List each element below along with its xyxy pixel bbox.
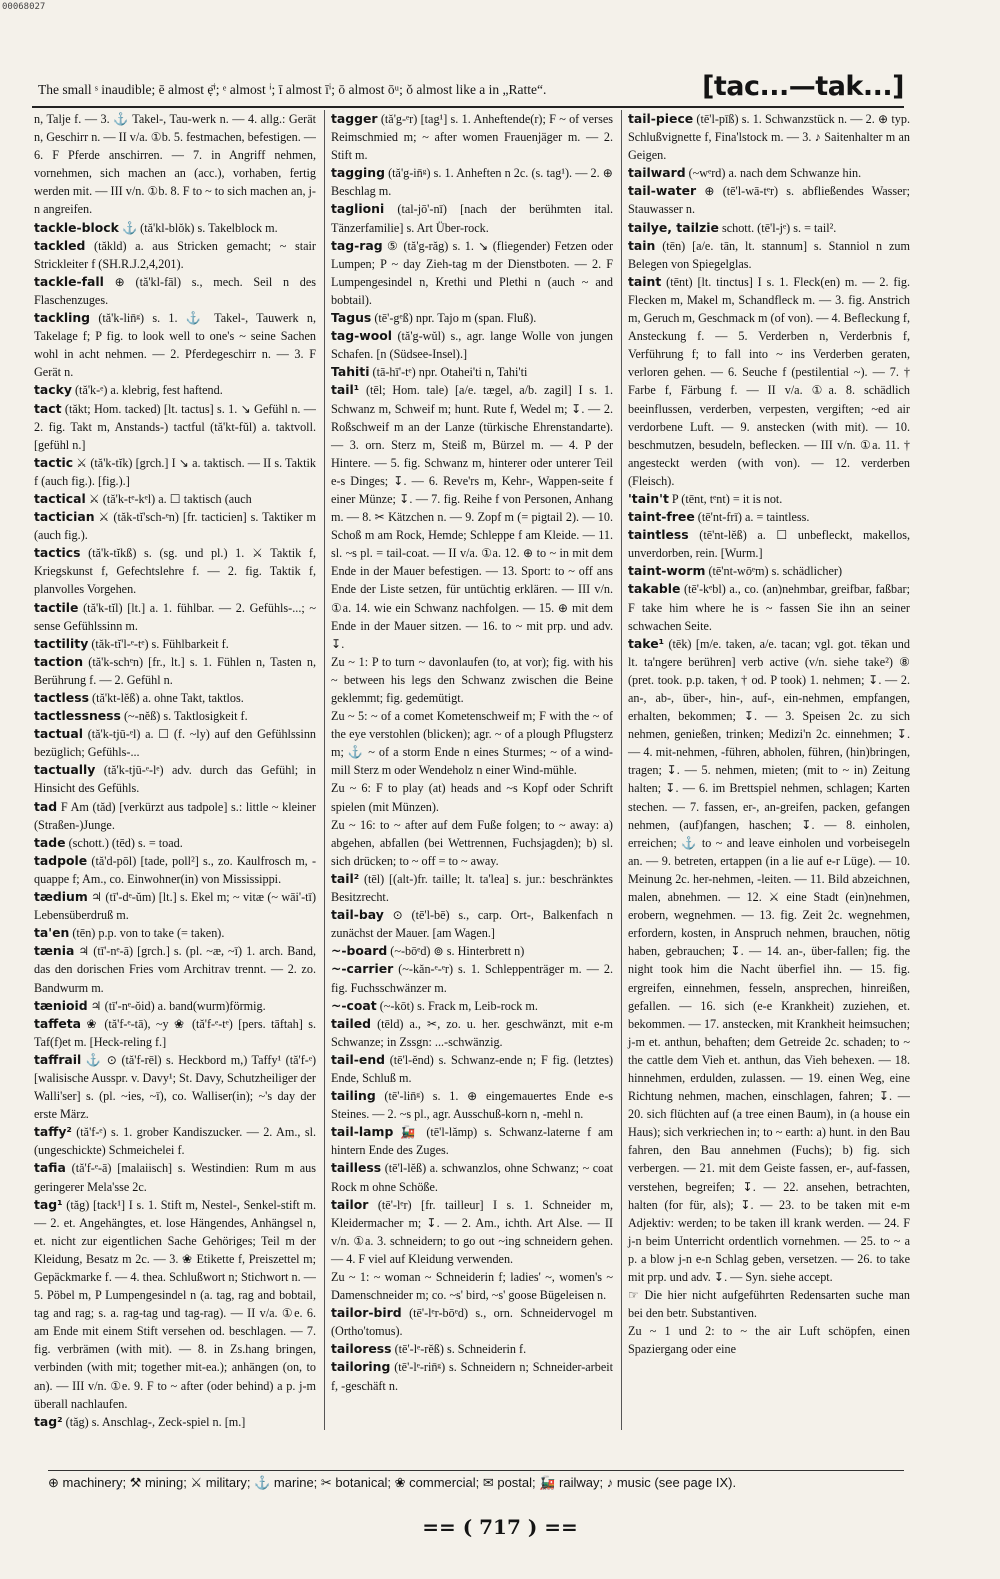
headword: tag¹ <box>34 1196 63 1212</box>
headword: tackling <box>34 310 91 326</box>
entry-definition: schott. (tē'l-jᵉ) s. = tail². <box>721 220 837 235</box>
headword: ta'en <box>34 925 70 941</box>
dictionary-entry <box>628 508 910 526</box>
entry-definition: (tăg) s. Anschlag-, Zeck-spiel n. [m.] <box>65 1414 246 1429</box>
dictionary-entry <box>34 110 316 219</box>
entry-definition: (tă'd-pōl) [tade, poll²] s., zo. Kaulfrosch m, -quappe f; Am., co. Einwohner(in) von Mississippi. <box>34 853 316 886</box>
dictionary-entry <box>628 219 910 237</box>
dictionary-entry <box>331 870 613 906</box>
headword: tactility <box>34 635 89 651</box>
entry-definition: (tăg) [tack¹] I s. 1. Stift m, Nestel-, Senkel-stift m. — 2. et. Angehängtes, et. lose Hängendes, Anhängsel n, et. nicht zur eigentlichen Sache Gehöriges; Teil m der Kleidung, Besatz m 2c. — 3. ❀ Etikette f, Preiszettel m; Gepäckmarke f. — 4. thea. Schlußwort n; Stichwort n. — 5. Pöbel m, P Lumpengesindel n (a. tag, rag and bobtail, tag and rag; s. a. rag-tag und tag-rag). — II v/a. ①e. 6. am Ende mit einem Stift versehen od. beschlagen. — 7. fig. verbrämen (with mit). — 8. in Zs.hang bringen, verbinden (with mit; together mit-ea.); anhängen (on, to an). — III v/n. ①e. 9. F to ~ after (oder behind) a p. j-m überall nachlaufen. <box>34 1197 316 1411</box>
dictionary-entry <box>34 761 316 797</box>
entry-definition: Zu ~ 6: F to play (at) heads and ~s Kopf oder Schrift spielen (mit Münzen). <box>331 781 613 814</box>
headword: tactless <box>34 690 89 705</box>
headword: taction <box>34 653 84 669</box>
entry-definition: (tă'k-ᵉ) a. klebrig, fest haftend. <box>75 383 223 398</box>
dictionary-entry <box>34 1051 316 1123</box>
dictionary-entry <box>34 707 316 725</box>
dictionary-entry <box>628 182 910 218</box>
headword: tadpole <box>34 852 88 868</box>
headword: tag² <box>34 1413 63 1429</box>
headword: tain <box>628 237 656 253</box>
headword: tade <box>34 834 66 850</box>
entry-definition: (~-kăn-ᵉ-ᵉr) s. 1. Schleppenträger m. — 2. fig. Fuchsschwänzer m. <box>331 962 613 995</box>
dictionary-entry <box>628 580 910 634</box>
entry-definition: ⚓ ⊙ (tă'f-rēl) s. Heckbord m,) Taffy¹ (tă'f-ᵉ) [walisische Ausspr. v. Davy¹; St. Davy, Schutzheiliger der Walli'ser] s. (pl. ~ies, ~ī), co. Walliser(in); ~'s day der erste März. <box>34 1052 316 1122</box>
headword: tailward <box>628 165 686 181</box>
entry-definition: (tēld) a., ✂, zo. u. her. geschwänzt, mit e-m Schwanze; in Zssgn: ...-schwänzig. <box>331 1016 613 1049</box>
entry-definition: 🚂 (tē'l-lămp) s. Schwanz-laterne f am hintern Ende des Zuges. <box>331 1125 613 1158</box>
entry-definition: (tă'k-schᵉn) [fr., lt.] s. 1. Fühlen n, Tasten n, Berührung f. — 2. Gefühl n. <box>34 654 316 687</box>
headword: taint-worm <box>628 563 706 579</box>
entry-definition: (tē'l-ĕnd) s. Schwanz-ende n; F fig. (letztes) Ende, Schluß m. <box>331 1052 613 1085</box>
entry-definition: ⚓ (tă'kl-blŏk) s. Takelblock m. <box>121 220 278 235</box>
entry-definition: (~-kōt) s. Frack m, Leib-rock m. <box>379 998 538 1013</box>
entry-definition: ⊙ (tē'l-bē) s., carp. Ort-, Balkenfach n zunächst der Mauer. [am Wagen.] <box>331 908 613 941</box>
dictionary-entry <box>331 653 613 707</box>
headword: tailed <box>331 1015 372 1031</box>
dictionary-entry <box>34 798 316 834</box>
entry-definition: (tă'kt-lĕß) a. ohne Takt, taktlos. <box>92 691 244 705</box>
dictionary-entry <box>34 508 316 544</box>
entry-definition: (tē'nt-wōᵉm) s. schädlicher) <box>708 564 843 579</box>
column-3 <box>621 110 910 1430</box>
headword: tactics <box>34 545 81 561</box>
entry-definition: (tă'f-ᵉ-ā) [malaiisch] s. Westindien: Rum m aus geringerer Mela'sse 2c. <box>34 1161 316 1194</box>
dictionary-entry <box>34 544 316 598</box>
dictionary-entry <box>34 924 316 942</box>
entry-definition: (tă'k-lin̄ᵍ) s. 1. ⚓ Takel-, Tauwerk n, Takelage f; P fig. to look well to one's ~ seine Sachen wohl in acht nehmen. — 2. Pferdegeschirr n. — 3. F Gerät n. <box>34 311 316 380</box>
entry-definition: F Am (tăd) [verkürzt aus tadpole] s.: little ~ kleiner (Straßen-)Junge. <box>34 799 316 832</box>
headword: takable <box>628 581 681 597</box>
headword: ~-board <box>331 943 388 959</box>
entry-definition: (tā-hī'-tᵉ) npr. Otahei'ti n, Tahi'ti <box>372 365 528 380</box>
headword: tailor <box>331 1196 369 1212</box>
dictionary-entry <box>331 960 613 996</box>
headword: ~-carrier <box>331 961 394 977</box>
dictionary-entry <box>34 1413 316 1430</box>
headword: taglioni <box>331 201 385 217</box>
dictionary-entry <box>628 526 910 562</box>
headword: tacky <box>34 382 72 398</box>
dictionary-entry <box>34 653 316 689</box>
headword: tactic <box>34 454 74 470</box>
headword: taffy² <box>34 1124 72 1140</box>
headword: tailye, tailzie <box>628 219 719 235</box>
entry-definition: (tē'-lᵉr-bōᵉd) s., orn. Schneidervogel m (Ortho'tomus). <box>331 1306 613 1339</box>
pronunciation-key: The small ˢ inaudible; ē almost ẹ̄ⁱ; ᵉ almost ⁱ; ī almost īⁱ; ō almost ōᵘ; ŏ almost like a in „Ratte“. <box>38 82 547 97</box>
dictionary-entry <box>628 1286 910 1322</box>
headword: tail-bay <box>331 907 384 923</box>
dictionary-entry <box>34 635 316 653</box>
dictionary-entry <box>331 1358 613 1394</box>
dictionary-entry <box>331 1304 613 1340</box>
dictionary-entry <box>331 1051 613 1087</box>
entry-definition: ♃ (tī'-nᵉ-ŏid) a. band(wurm)förmig. <box>90 998 266 1013</box>
dictionary-entry <box>628 164 910 182</box>
headword: tail-piece <box>628 111 694 126</box>
entry-definition: ⊕ (tē'l-wā-tᵉr) s. abfließendes Wasser; Stauwasser n. <box>628 184 910 217</box>
entry-definition: (tēn) [a/e. tān, lt. stannum] s. Stanniol n zum Belegen von Spiegelglas. <box>628 238 910 271</box>
dictionary-entry <box>331 779 613 815</box>
entry-definition: ⊕ (tă'kl-fāl) s., mech. Seil n des Flaschenzuges. <box>34 274 316 307</box>
page-header <box>32 58 904 102</box>
headword: 'tain't <box>628 490 669 506</box>
entry-definition: (tăkt; Hom. tacked) [lt. tactus] s. 1. ↘ Gefühl n. — 2. fig. Takt m, Anstands-) tactful (tă'kt-fŭl) a. taktvoll. [gefühl n.] <box>34 401 316 452</box>
dictionary-entry <box>34 888 316 924</box>
entry-definition: (tē'-lᵉ-rĕß) s. Schneiderin f. <box>394 1342 527 1357</box>
dictionary-entry <box>628 562 910 580</box>
dictionary-entry <box>34 1123 316 1159</box>
dictionary-entry <box>34 381 316 399</box>
headword: tactical <box>34 490 86 506</box>
headword: tad <box>34 798 58 814</box>
dictionary-entry <box>331 309 613 327</box>
entry-definition: (tē'-lᵉ-rin̄ᵍ) s. Schneidern n; Schneider-arbeit f, -geschäft n. <box>331 1360 613 1393</box>
dictionary-entry <box>34 1015 316 1051</box>
entry-definition: ♃ (tī'-nᵉ-ā) [grch.] s. (pl. ~æ, ~ī) 1. arch. Band, das den dorischen Fries vom Architrav trennt. — 2. zo. Bandwurm m. <box>34 944 316 995</box>
headword: Tahiti <box>331 364 370 380</box>
headword: tædium <box>34 889 88 905</box>
headword: tackled <box>34 237 86 253</box>
entry-definition: (tăk-tĭ'l-ᵉ-tᵉ) s. Fühlbarkeit f. <box>91 636 229 651</box>
headword: taffrail <box>34 1051 82 1067</box>
entry-definition: (tē'-kᵉbl) a., co. (an)nehmbar, greifbar, faßbar; F take him where he is ~ fassen Sie ihn an seiner schwachen Seite. <box>628 582 910 633</box>
dictionary-entry <box>34 273 316 309</box>
entry-definition: (tē'-lᵉr) [fr. tailleur] I s. 1. Schneider m, Kleidermacher m; ↧. — 2. Am., ichth. Art Alse. — II v/n. ①a. 3. schneidern; to go out ~ing schneidern gehen. — 4. F viel auf Kleidung verwenden. <box>331 1197 613 1266</box>
dictionary-entry <box>628 110 910 164</box>
entry-definition: ⚔ (tăk-tĭ'sch-ᵉn) [fr. tacticien] s. Taktiker m (auch fig.). <box>34 510 316 543</box>
entry-definition: (tă'g-in̄ᵍ) s. 1. Anheften n 2c. (s. tag¹). — 2. ⊕ Beschlag m. <box>331 166 613 199</box>
headword: tænioid <box>34 997 88 1013</box>
entry-definition: (schott.) (tēd) s. = toad. <box>68 835 183 850</box>
dictionary-entry <box>331 363 613 381</box>
dictionary-entry <box>34 689 316 707</box>
entry-definition: Zu ~ 1: P to turn ~ davonlaufen (to, at vor); fig. with his ~ between his legs den Schwanz zwischen die Beine geklemmt; fig. gedemütigt. <box>331 654 613 705</box>
dictionary-entry <box>331 164 613 200</box>
dictionary-entry <box>331 1340 613 1358</box>
entry-definition: Zu ~ 16: to ~ after auf dem Fuße folgen; to ~ away: a) abgehen, abfallen (bei Wettrennen, Fuchsjagden); b) sl. sich drücken; to ~ off = to ~ away. <box>331 817 613 868</box>
entry-definition: (tē'nt-lĕß) a. ☐ unbefleckt, makellos, unverdorben, rein. [Wurm.] <box>628 528 910 561</box>
headword: tagging <box>331 165 385 181</box>
entry-definition: P (tēnt, tᵉnt) = it is not. <box>671 491 783 506</box>
entry-definition: Zu ~ 5: ~ of a comet Kometenschweif m; F with the ~ of the eye verstohlen (blicken); agr. ~ of a plough Pflugsterz m; ⚓ ~ of a storm Ende n eines Sturmes; ~ of a wind-mill Sterz m oder Wendeholz n einer Wind-mühle. <box>331 709 613 778</box>
headword: tactually <box>34 762 96 778</box>
entry-definition: (tăkld) a. aus Stricken gemacht; ~ stair Strickleiter f (SH.R.J.2,4,201). <box>34 238 316 271</box>
headword: tactician <box>34 509 95 525</box>
dictionary-entry <box>34 1159 316 1195</box>
entry-definition: (tă'f-ᵉ) s. 1. grober Kandiszucker. — 2. Am., sl. (ungeschickte) Schmeichelei f. <box>34 1125 316 1158</box>
entry-definition: (~-nĕß) s. Taktlosigkeit f. <box>123 709 248 724</box>
dictionary-entry <box>34 309 316 381</box>
entry-definition: (tă'k-tjū-ᵉl) a. ☐ (f. ~ly) auf den Gefühlssinn bezüglich; Gefühls-... <box>34 727 316 760</box>
entry-definition: (tē'l-lĕß) a. schwanzlos, ohne Schwanz; ~ coat Rock m ohne Schöße. <box>331 1161 613 1194</box>
header-rule <box>32 106 904 108</box>
entry-definition: (~-bōᵉd) ⊚ s. Hinterbrett n) <box>390 944 525 959</box>
headword: tail² <box>331 870 360 886</box>
entry-definition: ☞ Die hier nicht aufgeführten Redensarten suche man bei den betr. Substantiven. <box>628 1288 910 1321</box>
entry-definition: ⚔ (tă'k-tᵉ-kᵉl) a. ☐ taktisch (auch <box>88 491 252 506</box>
headword: tactile <box>34 599 79 615</box>
headword: tackle-block <box>34 219 119 235</box>
entry-definition: (tă'k-tĭkß) s. (sg. und pl.) 1. ⚔ Taktik f, Kriegskunst f, Gefechtslehre f. — 2. fig. Taktik f, planvolles Vorgehen. <box>34 546 316 597</box>
headword: tailless <box>331 1160 382 1176</box>
entry-definition: ⚔ (tă'k-tĭk) [grch.] I ↘ a. taktisch. — II s. Taktik f (auch fig.). [fig.).] <box>34 455 316 488</box>
headword: tænia <box>34 943 75 959</box>
dictionary-entry <box>34 834 316 852</box>
dictionary-entry <box>34 852 316 888</box>
entry-definition: (tă'k-tĭl) [lt.] a. 1. fühlbar. — 2. Gefühls-...; ~ sense Gefühlssinn m. <box>34 600 316 633</box>
dictionary-entry <box>331 1123 613 1159</box>
entry-definition: (tă'g-ᵉr) [tag¹] s. 1. Anheftende(r); F ~ of verses Reimschmied m; ~ after women Frauenjäger m. — 2. Stift m. <box>331 112 613 163</box>
dictionary-entry <box>628 490 910 508</box>
entry-definition: (tēk) [m/e. taken, a/e. tacan; vgl. got. tēkan und lt. ta'ngere berühren] verb active (v/n. siehe take²) ⑧ (pret. took. p.p. taken, † od. P took) 1. nehmen; ↧. — 2. an-, ab-, über-, hin-, auf-, ein-nehmen, empfangen, erhalten, bekommen; ↧. — 3. Speisen 2c. zu sich nehmen, genießen, trinken; Medizi'n 2c. einnehmen; ↧. — 4. mit-nehmen, -führen, abholen, führen, (hin)bringen, tragen; ↧. — 5. nehmen, mieten; (mit to ~ in) Zeitung halten; ↧. — 6. im Brettspiel nehmen, schlagen; Karten stechen. — 7. fassen, er-, an-greifen, packen, gefangen nehmen, (auf)fangen, haschen; ↧. — 8. einholen, erreichen; ⚓ to ~ and leave einholen und vorbeisegeln an. — 9. betreten, ertappen (in a lie auf e-r Lüge). — 10. Meinung 2c. her-nehmen, -leiten. — 11. Bild abzeichnen, malen, abnehmen. — 12. ⚔ eine Stadt (ein)nehmen, erobern, wegnehmen. — 13. fig. Zeit 2c. wegnehmen, erfordern, kosten, in Anspruch nehmen, brauchen, nötig haben, gebrauchen; ↧. — 14. an-, über-fallen; fig. the night took him die Nacht überfiel ihn. — 15. fig. ergreifen, einnehmen, fesseln, ansprechen, hinreißen, gefallen. — 16. sich (e-e Krankheit) zuziehen, et. bekommen. — 17. anstecken, mit Krankheit heimsuchen; j-m et. anthun, behaften; dem Getreide 2c. schaden; to ~ the cattle dem Vieh et. anthun, das Vieh behexen. — 18. hinnehmen, erdulden, zulassen. — 19. einen Weg, eine Richtung nehmen, machen, einschlagen, fahren; ↧. — 20. sich flüchten auf (a tree einen Baum), in (a house ein Haus); sich verkriechen in; to ~ earth: a) hunt. in den Bau fahren, den Bau annehmen (Fuchs); b) fig. sich verbergen. — 21. mit dem Geiste fassen, er-, auf-fassen, verstehen, begreifen; ↧. — 22. ansehen, betrachten, halten (for für, als); ↧. — 23. to be taken mit e-m Adjektiv: werden; to be taken ill krank werden. — 24. F j-n beim Unterricht ordentlich vornehmen. — 25. to ~ a p. a blow j-n e-n Schlag geben, versetzen. — 26. to take mit prp. und adv. ↧. — Syn. siehe accept. <box>628 636 910 1284</box>
headword: tagger <box>331 111 378 126</box>
entry-definition: n, Talje f. — 3. ⚓ Takel-, Tau-werk n. — 4. allg.: Gerät n, Geschirr n. — II v/a. ①b. 5. festmachen, befestigen. — 6. F Pferde anschirren. — 7. in Angriff nehmen, vornehmen, sich machen an (acc.), vorhaben, fertig werden mit. — III v/n. ①b. 8. F to ~ to sich machen an, j-n angreifen. <box>34 112 316 217</box>
headword: tackle-fall <box>34 273 104 289</box>
dictionary-entry <box>331 110 613 164</box>
headword: taint-free <box>628 509 695 525</box>
dictionary-entry <box>628 237 910 273</box>
headword: tag-wool <box>331 328 393 344</box>
entry-definition: (tēnt) [lt. tinctus] I s. 1. Fleck(en) m. — 2. fig. Flecken m, Makel m, Schandfleck m. — 3. fig. Anstrich m, Geruch m, Geschmack m (of von). — 4. Befleckung f, Ansteckung f. — 5. Verderben n, Verderbnis f, Verführung f; to fall into ~ ins Verderben geraten, verloren gehen. — 6. Seuche f (pestilential ~). — 7. † Farbe f, Färbung f. — II v/a. ①a. 8. schädlich beeinflussen, verderben, verpesten, vergiften; ~ed air verdorbene Luft. — 9. anstecken (with mit). — 10. beschmutzen, besudeln, beflecken. — III v/n. ①a. 11. † angesteckt werden (with von). — 12. verderben (Fleisch). <box>628 274 910 488</box>
dictionary-entry <box>331 1087 613 1123</box>
dictionary-columns <box>34 110 910 1430</box>
headword: taffeta <box>34 1015 82 1031</box>
entry-definition: (tēn) p.p. von to take (= taken). <box>72 926 225 941</box>
dictionary-entry <box>331 1196 613 1268</box>
dictionary-entry <box>628 1322 910 1358</box>
headword: tag-rag <box>331 237 383 253</box>
headword: Tagus <box>331 310 372 326</box>
dictionary-entry <box>331 1268 613 1304</box>
dictionary-entry <box>331 381 613 652</box>
dictionary-entry <box>331 942 613 960</box>
dictionary-entry <box>34 219 316 237</box>
dictionary-entry <box>331 1159 613 1195</box>
dictionary-entry <box>331 906 613 942</box>
headword: tail-lamp <box>331 1124 394 1140</box>
page-id: 00068027 <box>2 2 46 12</box>
dictionary-entry <box>331 237 613 309</box>
entry-definition: Zu ~ 1 und 2: to ~ the air Luft schöpfen, einen Spaziergang oder eine <box>628 1324 910 1357</box>
dictionary-entry <box>331 997 613 1015</box>
dictionary-entry <box>34 599 316 635</box>
headword: tailing <box>331 1088 376 1104</box>
entry-definition: ❀ (tă'f-ᵉ-tā), ~y ❀ (tă'f-ᵉ-tᵉ) [pers. tāftah] s. Taf(f)et m. [Heck-reling f.] <box>34 1016 316 1049</box>
entry-definition: (tēl; Hom. tale) [a/e. tægel, a/b. zagil] I s. 1. Schwanz m, Schweif m; hunt. Rute f, Wedel m; ↧. — 2. Roßschweif m an der Lanze (türkische Ehrenstandarte). — 3. orn. Sterz m, Steiß m, Bürzel m. — 4. P der Hintere. — 5. fig. Schwanz m, hinterer oder unterer Teil e-s Dinges; ↧. — 6. Reve'rs m, Kehr-, Wappen-seite f einer Münze; ↧. — 7. fig. Reihe f von Personen, Anhang m. — 8. ✂ Kätzchen n. — 9. Zopf m (= pigtail 2). — 10. Schoß m am Rock, Hemde; Schleppe f am Kleide. — 11. sl. ~s pl. = tail-coat. — II v/a. ①a. 12. ⊕ to ~ in mit dem Ende in der Mauer befestigen. — 13. Sport: to ~ off ans Ende der Liste setzen, für untüchtig erklären. — III v/n. ①a. 14. wie ein Schwanz nachfolgen. — 15. ⊕ mit dem Ende in der Mauer sitzen. — 16. to ~ mit prp. und adv. ↧. <box>331 383 613 651</box>
headword: taintless <box>628 527 689 543</box>
entry-definition: Zu ~ 1: ~ woman ~ Schneiderin f; ladies' ~, women's ~ Damenschneider m; co. ~s' bird, ~s' goose Bügeleisen n. <box>331 1270 613 1303</box>
headword: taint <box>628 273 662 289</box>
headword: tafia <box>34 1160 66 1176</box>
headword: tactual <box>34 726 83 742</box>
headword: tactlessness <box>34 708 121 724</box>
headword: tail¹ <box>331 382 360 398</box>
dictionary-entry <box>34 237 316 273</box>
dictionary-entry <box>628 273 910 490</box>
dictionary-entry <box>34 1196 316 1413</box>
headword: tail-water <box>628 183 697 199</box>
entry-definition: ♃ (tī'-dᵉ-ŭm) [lt.] s. Ekel m; ~ vitæ (~ wāi'-tī) Lebensüberdruß m. <box>34 890 316 923</box>
dictionary-entry <box>628 635 910 1286</box>
dictionary-entry <box>331 327 613 363</box>
headword: take¹ <box>628 635 665 651</box>
entry-range: [tac...—tak...] <box>702 71 904 102</box>
entry-definition: ⑤ (tă'g-răg) s. 1. ↘ (fliegender) Fetzen oder Lumpen; P ~ day Zieh-tag m der Dienstboten. — 2. F Lumpengesindel n, Krethi und Plethi n (auch ~ and bobtail). <box>331 238 613 307</box>
headword: tact <box>34 400 62 416</box>
headword: ~-coat <box>331 997 377 1013</box>
page-number: == ( 717 ) == <box>422 1515 578 1539</box>
column-2 <box>324 110 613 1430</box>
entry-definition: (tē'nt-frī) a. = taintless. <box>697 510 810 525</box>
dictionary-entry <box>331 707 613 779</box>
entry-definition: (tă'g-wŭl) s., agr. lange Wolle von jungen Schafen. [n (Südsee-Insel).] <box>331 329 613 362</box>
dictionary-entry <box>34 997 316 1015</box>
column-1 <box>34 110 316 1430</box>
dictionary-entry <box>34 490 316 508</box>
headword: tail-end <box>331 1051 386 1067</box>
dictionary-entry <box>331 200 613 236</box>
entry-definition: (tal-jō'-nī) [nach der berühmten ital. Tänzerfamilie] s. Art Über-rock. <box>331 202 613 235</box>
entry-definition: (tē'-gᵉß) npr. Tajo m (span. Fluß). <box>374 311 537 326</box>
headword: tailoring <box>331 1359 391 1375</box>
entry-definition: (~wᵉrd) a. nach dem Schwanze hin. <box>688 166 862 181</box>
headword: tailoress <box>331 1341 392 1357</box>
entry-definition: (tēl) [(alt-)fr. taille; lt. ta'lea] s. jur.: beschränktes Besitzrecht. <box>331 871 613 905</box>
entry-definition: (tă'k-tjū-ᵉ-lᵉ) adv. durch das Gefühl; in Hinsicht des Gefühls. <box>34 763 316 796</box>
dictionary-entry <box>34 454 316 490</box>
dictionary-entry <box>34 725 316 761</box>
dictionary-entry <box>34 400 316 454</box>
dictionary-entry <box>34 942 316 996</box>
entry-definition: (tē'l-pīß) s. 1. Schwanzstück n. — 2. ⊕ typ. Schlußvignette f, Fina'lstock m. — 3. ♪ Saitenhalter m an Geigen. <box>628 112 910 163</box>
headword: tailor-bird <box>331 1305 402 1321</box>
dictionary-entry <box>331 816 613 870</box>
symbol-legend: ⊕ machinery; ⚒ mining; ⚔ military; ⚓ marine; ✂ botanical; ❀ commercial; ✉ postal; 🚂 railway; ♪ music (see page IX). <box>48 1470 904 1497</box>
dictionary-entry <box>331 1015 613 1051</box>
entry-definition: (tē'-lin̄ᵍ) s. 1. ⊕ eingemauertes Ende e-s Steines. — 2. ~s pl., agr. Ausschuß-korn n, -mehl n. <box>331 1089 613 1122</box>
